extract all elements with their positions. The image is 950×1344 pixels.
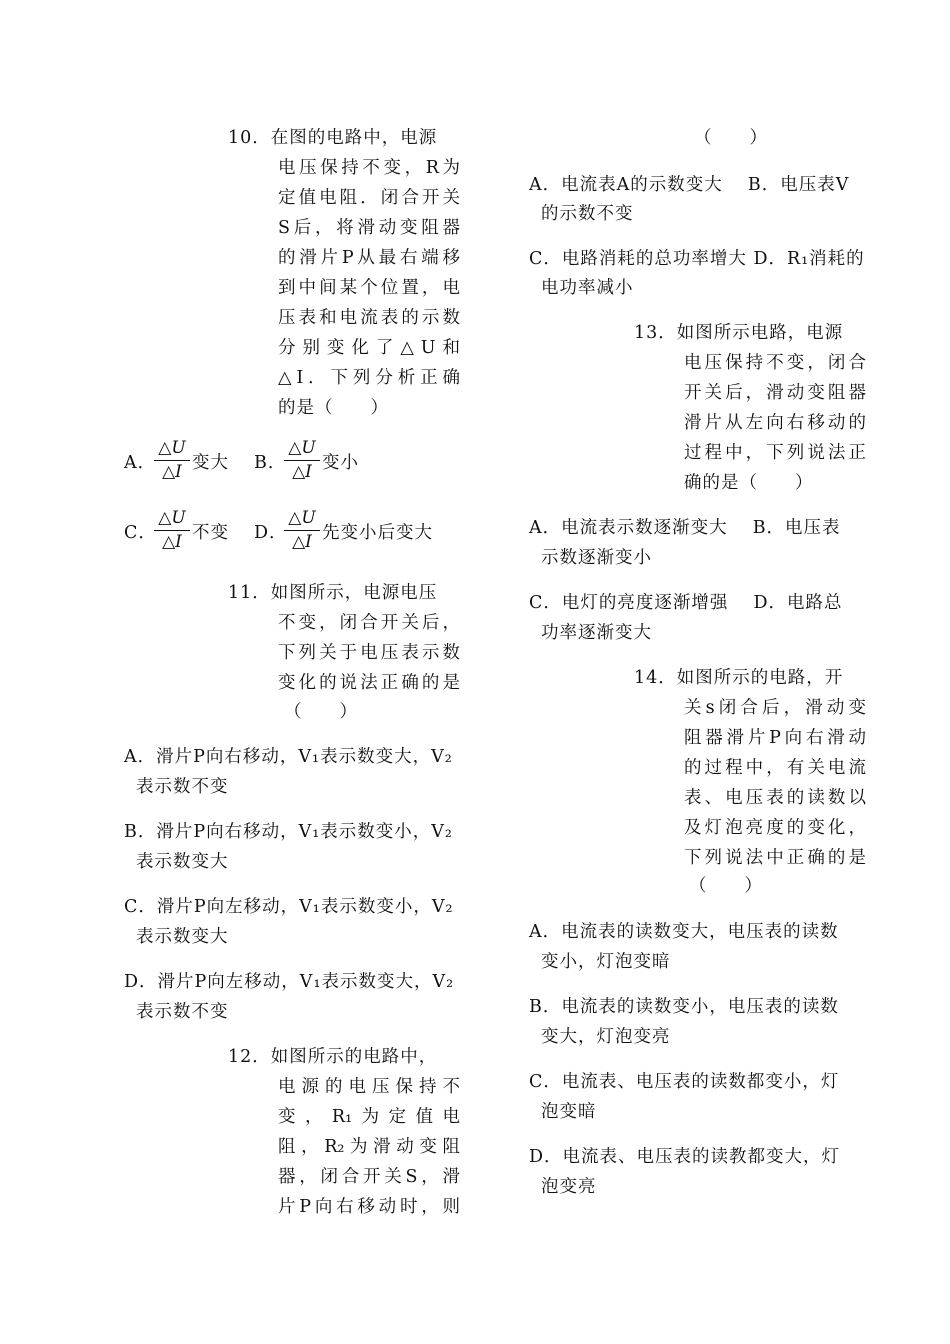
fraction-denominator: △I [162,532,182,552]
fraction-numerator: △U [158,438,186,458]
q10-line: △I．下列分析正确 [278,368,460,388]
q14-option-d: D．电流表、电压表的读教都变大，灯 [529,1147,841,1167]
q10-option-b-label: B． [254,453,287,473]
q14-line: 表、电压表的读数以 [684,788,866,808]
q12-bracket: （ ） [694,128,768,148]
q13-line: 滑片从左向右移动的 [684,413,866,433]
fraction-numerator: △U [158,508,186,528]
q10-option-a-label: A． [124,453,157,473]
q13-line: 确的是（ ） [684,473,814,493]
q10-fraction [284,508,320,553]
q12-option-ab-cont: 的示数不变 [541,204,634,224]
q14-line: 下列说法中正确的是 [684,848,866,868]
q14-option-d-cont: 泡变亮 [541,1177,597,1197]
q10-option-d-text: 先变小后变大 [322,523,433,543]
fraction-denominator: △I [162,462,182,482]
fraction-numerator: △U [288,438,316,458]
q10-option-a-text: 变大 [192,453,229,473]
q14-line: 及灯泡亮度的变化， [684,818,866,838]
q14-line: 14．如图所示的电路，开 [634,668,844,688]
q10-line: 的滑片P从最右端移 [278,248,460,268]
q10-line: 10．在图的电路中，电源 [228,128,438,148]
q14-line: 的过程中，有关电流 [684,758,866,778]
q10-option-c-label: C． [124,523,157,543]
q13-option-ab-cont: 示数逐渐变小 [541,548,652,568]
q10-fraction [284,438,320,483]
fraction-denominator: △I [292,532,312,552]
q14-line: 阻器滑片P向右滑动 [684,728,866,748]
q10-fraction [154,508,190,553]
q14-line: 关s闭合后，滑动变 [684,698,866,718]
q13-line: 电压保持不变，闭合 [684,353,866,373]
q12-line: 器，闭合开关S，滑 [278,1167,460,1187]
q13-option-cd-cont: 功率逐渐变大 [541,623,652,643]
q11-option-b: B．滑片P向右移动，V₁表示数变小，V₂ [124,822,453,842]
q11-option-c: C．滑片P向左移动，V₁表示数变小，V₂ [124,897,454,917]
q13-line: 过程中，下列说法正 [684,443,866,463]
q11-line: 不变，闭合开关后， [278,613,460,633]
q14-option-a-cont: 变小，灯泡变暗 [541,952,671,972]
q13-option-ab: A．电流表示数逐渐变大 B．电压表 [529,518,841,538]
q14-option-c-cont: 泡变暗 [541,1102,597,1122]
q11-line: （ ） [284,702,358,722]
q10-option-d-label: D． [254,523,288,543]
q10-line: 分别变化了△U和 [278,338,460,358]
q11-option-a: A．滑片P向右移动，V₁表示数变大，V₂ [124,747,453,767]
fraction-numerator: △U [288,508,316,528]
q10-option-b-text: 变小 [322,453,359,473]
q11-option-a-cont: 表示数不变 [136,777,229,797]
q12-line: 12．如图所示的电路中， [228,1047,438,1067]
q13-line: 开关后，滑动变阻器 [684,383,866,403]
q10-line: 的是（ ） [278,398,389,418]
q10-line: 电压保持不变，R为 [278,158,460,178]
q12-line: 片P向右移动时，则 [278,1197,460,1217]
q12-option-ab: A．电流表A的示数变大 B．电压表V [529,175,850,195]
q11-option-c-cont: 表示数变大 [136,927,229,947]
q13-line: 13．如图所示电路，电源 [634,323,844,343]
q11-line: 变化的说法正确的是 [278,673,460,693]
q10-option-c-text: 不变 [192,523,229,543]
q11-option-d-cont: 表示数不变 [136,1002,229,1022]
q10-line: 到中间某个位置，电 [278,278,460,298]
q14-option-b-cont: 变大，灯泡变亮 [541,1027,671,1047]
q12-line: 电源的电压保持不 [278,1077,460,1097]
q11-option-b-cont: 表示数变大 [136,852,229,872]
fraction-bar [284,530,320,531]
q14-line: （ ） [689,876,763,896]
q14-option-a: A．电流表的读数变大，电压表的读数 [529,922,839,942]
q10-line: S后，将滑动变阻器 [278,218,460,238]
q10-line: 压表和电流表的示数 [278,308,460,328]
q11-line: 下列关于电压表示数 [278,643,460,663]
q10-line: 定值电阻．闭合开关 [278,188,460,208]
q14-option-c: C．电流表、电压表的读数都变小，灯 [529,1072,840,1092]
fraction-denominator: △I [292,462,312,482]
fraction-bar [154,460,190,461]
q12-option-cd-cont: 电功率减小 [541,278,634,298]
fraction-bar [284,460,320,461]
q12-line: 阻，R₂为滑动变阻 [278,1137,460,1157]
q11-line: 11．如图所示，电源电压 [228,583,438,603]
q12-line: 变，R₁为定值电 [278,1107,460,1127]
fraction-bar [154,530,190,531]
q12-option-cd: C．电路消耗的总功率增大 D．R₁消耗的 [529,249,865,269]
q10-fraction [154,438,190,483]
q11-option-d: D．滑片P向左移动，V₁表示数变大，V₂ [124,972,455,992]
q14-option-b: B．电流表的读数变小，电压表的读数 [529,997,839,1017]
q13-option-cd: C．电灯的亮度逐渐增强 D．电路总 [529,593,843,613]
